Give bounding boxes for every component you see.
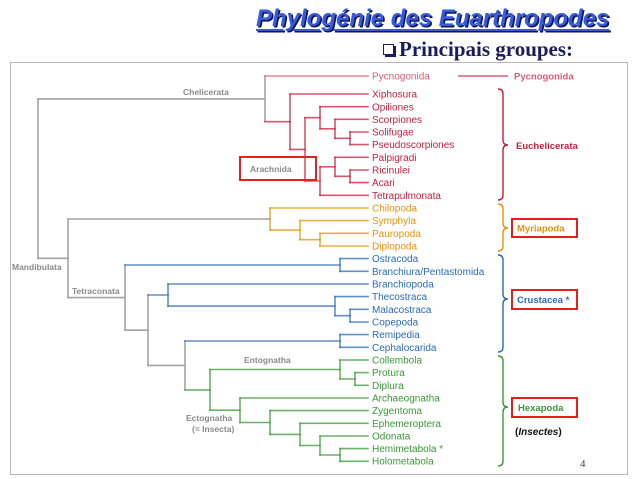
taxon-label: Symphyla	[372, 216, 416, 228]
taxon-label: Zygentoma	[372, 406, 423, 418]
taxon-label: Tetrapulmonata	[372, 190, 441, 202]
taxon-label: Copepoda	[372, 317, 419, 329]
taxon-label: Scorpiones	[372, 114, 423, 126]
crustacea-brace	[498, 255, 508, 352]
insectes-note-word: Insectes	[518, 427, 559, 438]
taxon-label: Collembola	[372, 355, 423, 367]
taxon-label: Opiliones	[372, 102, 414, 114]
taxon-label: Archaeognatha	[372, 393, 440, 405]
clade-label-ectognatha: Ectognatha	[186, 413, 233, 423]
taxon-label: Malacostraca	[372, 304, 432, 316]
taxon-label: Ephemeroptera	[372, 418, 441, 430]
taxon-label: Protura	[372, 368, 405, 380]
taxon-label: Odonata	[372, 431, 411, 443]
taxon-label: Solifugae	[372, 127, 414, 139]
taxon-label: Pauropoda	[372, 228, 421, 240]
clade-label-entognatha: Entognatha	[244, 355, 291, 365]
insectes-note-close: )	[558, 427, 562, 438]
clade-label-mandibulata: Mandibulata	[12, 262, 62, 272]
insectes-note-open: (	[515, 427, 519, 438]
insectes-note	[515, 427, 562, 438]
taxon-label: Acari	[372, 178, 395, 190]
taxon-label: Branchiura/Pentastomida	[372, 266, 485, 278]
group-label-crustacea: Crustacea *	[517, 295, 570, 306]
myriapoda-brace	[498, 204, 508, 251]
taxon-label: Branchiopoda	[372, 279, 434, 291]
euchelicerata-brace	[498, 89, 508, 200]
taxon-label: Ostracoda	[372, 254, 419, 266]
hexapoda-brace	[498, 356, 508, 466]
clade-label-arachnida: Arachnida	[250, 164, 292, 174]
taxon-label: Hemimetabola *	[372, 444, 444, 456]
group-label-myriapoda: Myriapoda	[517, 223, 565, 235]
clade-label-tetraconata: Tetraconata	[72, 286, 120, 296]
page-number: 4	[580, 458, 586, 470]
group-label-euchelicerata: Euchelicerata	[516, 141, 578, 152]
group-label-hexapoda: Hexapoda	[518, 403, 564, 414]
slide-title: Phylogénie des Euarthropodes	[256, 5, 610, 32]
taxon-label: Pycnogonida	[372, 71, 430, 83]
taxon-label: Xiphosura	[372, 89, 418, 101]
clade-label-ectognatha-note: (= Insecta)	[192, 424, 235, 434]
taxon-label: Holometabola	[372, 456, 434, 468]
tree-branches	[38, 76, 368, 461]
taxon-label: Diplopoda	[372, 241, 418, 253]
clade-label-chelicerata: Chelicerata	[183, 87, 229, 97]
taxon-label: Remipedia	[372, 330, 420, 342]
taxon-label: Diplura	[372, 380, 404, 392]
taxon-label: Cephalocarida	[372, 342, 437, 354]
taxon-label: Ricinulei	[372, 165, 410, 177]
taxon-label: Thecostraca	[372, 292, 428, 304]
taxon-label: Chilopoda	[372, 203, 418, 215]
taxon-label: Pseudoscorpiones	[372, 140, 455, 152]
taxon-label: Palpigradi	[372, 152, 417, 164]
subtitle-text: Principais groupes:	[399, 37, 574, 61]
group-label-pycnogonida: Pycnogonida	[514, 71, 574, 83]
taxon-labels	[372, 72, 485, 468]
